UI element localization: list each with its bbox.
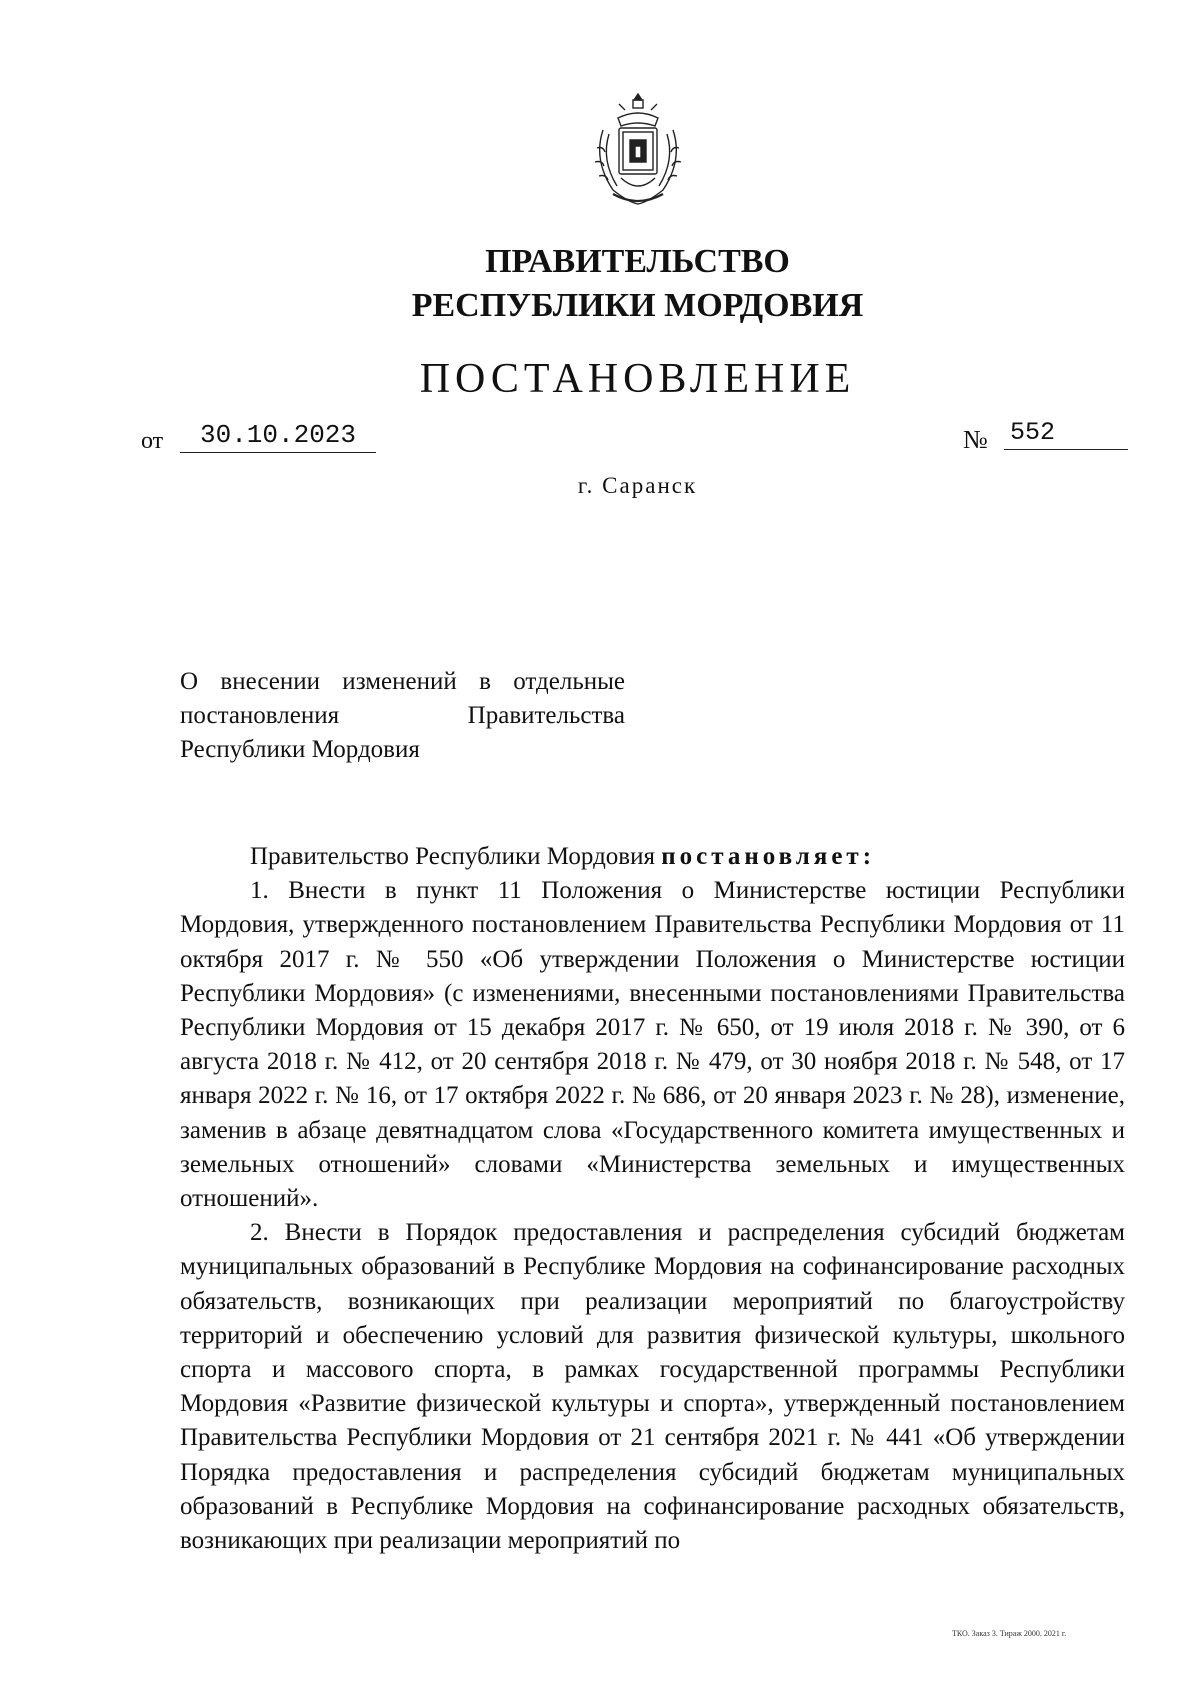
date-prefix: от [141,428,164,454]
document-number: 552 [1004,418,1128,450]
subject-line-1: О внесении изменений в отдельные [180,668,625,695]
subject-line-2: постановления Правительства [180,702,625,729]
coat-of-arms-emblem [583,90,693,210]
organization-name [0,240,1200,328]
document-date: 30.10.2023 [180,420,376,453]
intro-verb: постановляет: [661,843,876,870]
intro-paragraph [180,840,1125,874]
intro-lead: Правительство Республики Мордовия [250,843,655,870]
document-subject [180,665,625,767]
print-run-note: ТКО. Заказ 3. Тираж 2000. 2021 г. [952,1629,1067,1638]
document-body [180,840,1125,1558]
number-prefix: № [963,425,988,454]
organization-line-1: ПРАВИТЕЛЬСТВО [485,243,790,280]
subject-line-3: Республики Мордовия [180,736,420,763]
organization-line-2: РЕСПУБЛИКИ МОРДОВИЯ [411,287,864,324]
city-name: г. Саранск [577,473,698,498]
paragraph-2: 2. Внести в Порядок предоставления и распределения субсидий бюджетам муниципальных образований в Республике Мордовия на софинансирование расходных обязательств, возникающих при реализации мероприятий по благоустройству территорий и обеспечению условий для развития физической культуры, школьного спорта и массового спорта, в рамках государственной программы Республики Мордовия «Развитие физической культуры и спорта», утвержденный постановлением Правительства Республики Мордовия от 21 сентября 2021 г. № 441 «Об утверждении Порядка предоставления и распределения субсидий бюджетам муниципальных образований в Республике Мордовия на софинансирование расходных обязательств, возникающих при реализации мероприятий по [180,1219,1125,1555]
document-type-title: ПОСТАНОВЛЕНИЕ [419,356,856,402]
paragraph-1: 1. Внести в пункт 11 Положения о Министерстве юстиции Республики Мордовия, утвержденного постановлением Правительства Республики Мордовия от 11 октября 2017 г. № 550 «Об утверждении Положения о Министерстве юстиции Республики Мордовия» (с изменениями, внесенными постановлениями Правительства Республики Мордовия от 15 декабря 2017 г. № 650, от 19 июля 2018 г. № 390, от 6 августа 2018 г. № 412, от 20 сентября 2018 г. № 479, от 30 ноября 2018 г. № 548, от 17 января 2022 г. № 16, от 17 октября 2022 г. № 686, от 20 января 2023 г. № 28), изменение, заменив в абзаце девятнадцатом слова «Государственного комитета имущественных и земельных отношений» словами «Министерства земельных и имущественных отношений». [180,877,1125,1213]
